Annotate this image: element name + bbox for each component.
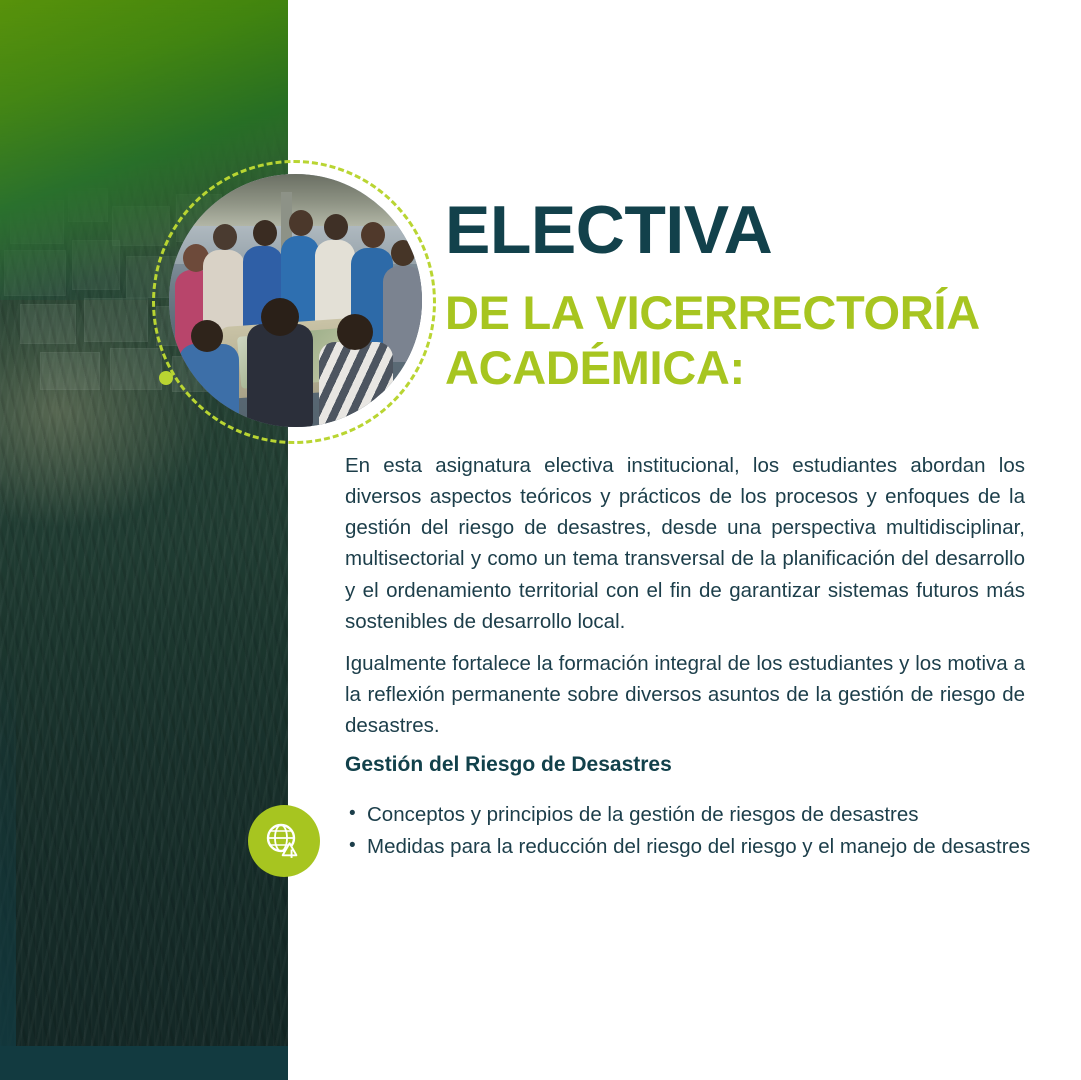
page-title-primary: ELECTIVA — [445, 192, 773, 268]
section-subheading: Gestión del Riesgo de Desastres — [345, 753, 672, 776]
list-item: • Conceptos y principios de la gestión de riesgos de desastres — [345, 800, 1035, 830]
bottom-teal-bar — [0, 1046, 288, 1080]
content-column — [345, 0, 1045, 1080]
body-paragraph-1: En esta asignatura electiva institucional, los estudiantes abordan los diversos aspectos teóricos y prácticos de los procesos y enfoques de la gestión del riesgo de desastres, desde una perspectiva multidisciplinar, multisectorial y como un tema transversal de la planificación del desarrollo y el ordenamiento territorial con el fin de garantizar sistemas futuros más sostenibles de desarrollo local. — [345, 454, 1025, 633]
page-title-secondary: DE LA VICERRECTORÍA ACADÉMICA: — [445, 286, 979, 395]
globe-hazard-icon — [248, 805, 320, 877]
list-item: • Medidas para la reducción del riesgo del riesgo y el manejo de desastres — [345, 832, 1035, 862]
body-paragraph-2: Igualmente fortalece la formación integral de los estudiantes y los motiva a la reflexión permanente sobre diversos asuntos de la gestión de riesgo de desastres. — [345, 652, 1025, 738]
topics-list — [345, 800, 1035, 864]
teal-edge-fade — [0, 0, 16, 1080]
